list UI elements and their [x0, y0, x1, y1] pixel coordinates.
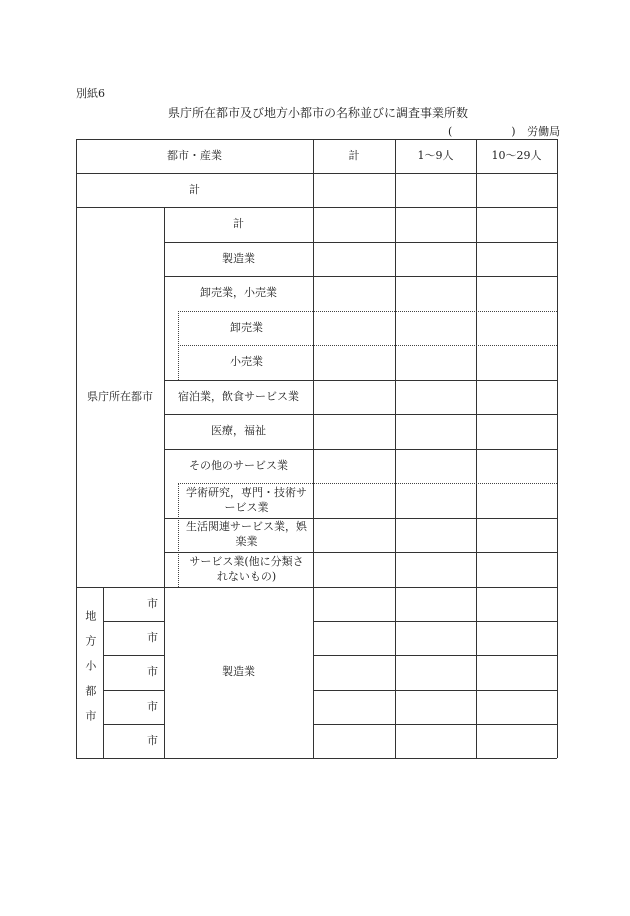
- page-title: 県庁所在都市及び地方小都市の名称並びに調査事業所数: [168, 106, 469, 120]
- count-cell[interactable]: [314, 691, 394, 723]
- count-cell[interactable]: [396, 553, 475, 586]
- count-cell[interactable]: [314, 243, 394, 275]
- count-cell[interactable]: [396, 277, 475, 310]
- count-cell[interactable]: [396, 725, 475, 757]
- city-suffix-label: 市: [147, 699, 158, 713]
- count-cell[interactable]: [396, 243, 475, 275]
- industry-label: 宿泊業，飲食サービス業: [178, 389, 299, 403]
- count-cell[interactable]: [477, 691, 556, 723]
- count-cell[interactable]: [477, 346, 556, 379]
- count-cell[interactable]: [314, 381, 394, 413]
- column-header: 都市・産業: [167, 148, 222, 162]
- industry-label: 卸売業，小売業: [200, 286, 277, 300]
- count-cell[interactable]: [396, 450, 475, 482]
- annex-label: 別紙6: [76, 87, 105, 100]
- local-industry-label: 製造業: [222, 665, 255, 679]
- industry-label: 医療，福祉: [211, 424, 266, 438]
- table-rule: [178, 483, 179, 587]
- count-cell[interactable]: [314, 174, 394, 206]
- count-cell[interactable]: [396, 519, 475, 551]
- count-cell[interactable]: [477, 484, 556, 517]
- count-cell[interactable]: [314, 656, 394, 689]
- industry-label: 生活関連サービス業，娯楽業: [186, 520, 307, 548]
- count-cell[interactable]: [396, 588, 475, 620]
- count-cell[interactable]: [396, 622, 475, 654]
- count-cell[interactable]: [314, 415, 394, 448]
- count-cell[interactable]: [477, 174, 556, 206]
- industry-label: 計: [233, 217, 244, 231]
- bureau-label: 労働局: [527, 125, 561, 138]
- count-cell[interactable]: [477, 312, 556, 344]
- count-cell[interactable]: [477, 519, 556, 551]
- column-header: 計: [348, 148, 360, 162]
- count-cell[interactable]: [477, 656, 556, 689]
- count-cell[interactable]: [477, 622, 556, 654]
- count-cell[interactable]: [477, 381, 556, 413]
- city-suffix-label: 市: [147, 665, 158, 679]
- count-cell[interactable]: [314, 588, 394, 620]
- count-cell[interactable]: [314, 725, 394, 757]
- count-cell[interactable]: [314, 208, 394, 241]
- city-suffix-label: 市: [147, 630, 158, 644]
- count-cell[interactable]: [396, 656, 475, 689]
- count-cell[interactable]: [477, 415, 556, 448]
- count-cell[interactable]: [477, 450, 556, 482]
- count-cell[interactable]: [314, 553, 394, 586]
- count-cell[interactable]: [396, 346, 475, 379]
- city-suffix-label: 市: [147, 733, 158, 747]
- city-suffix-label: 市: [147, 596, 158, 610]
- count-cell[interactable]: [396, 174, 475, 206]
- count-cell[interactable]: [314, 450, 394, 482]
- count-cell[interactable]: [314, 484, 394, 517]
- table-rule: [557, 139, 558, 758]
- industry-label: 学術研究，専門・技術サービス業: [186, 485, 307, 514]
- count-cell[interactable]: [396, 312, 475, 344]
- industry-label: 小売業: [230, 355, 263, 369]
- count-cell[interactable]: [477, 553, 556, 586]
- count-cell[interactable]: [314, 312, 394, 344]
- count-cell[interactable]: [314, 346, 394, 379]
- total-row-label: 計: [189, 182, 200, 196]
- column-header: 10〜29人: [491, 148, 542, 162]
- count-cell[interactable]: [396, 484, 475, 517]
- count-cell[interactable]: [477, 588, 556, 620]
- count-cell[interactable]: [396, 208, 475, 241]
- bureau-open-paren: (: [448, 125, 453, 138]
- bureau-close-paren: ): [511, 125, 516, 138]
- industry-label: 卸売業: [230, 320, 263, 334]
- industry-label: サービス業(他に分類されないもの): [189, 554, 304, 583]
- count-cell[interactable]: [314, 519, 394, 551]
- count-cell[interactable]: [477, 243, 556, 275]
- count-cell[interactable]: [477, 208, 556, 241]
- count-cell[interactable]: [314, 622, 394, 654]
- industry-label: その他のサービス業: [189, 458, 288, 472]
- bureau-line: [448, 123, 560, 139]
- count-cell[interactable]: [477, 725, 556, 757]
- table-rule: [76, 758, 557, 759]
- count-cell[interactable]: [396, 415, 475, 448]
- local-city-label: 地方小都市: [83, 610, 97, 735]
- count-cell[interactable]: [477, 277, 556, 310]
- prefectural-city-label: 県庁所在都市: [87, 389, 153, 403]
- count-cell[interactable]: [396, 381, 475, 413]
- count-cell[interactable]: [314, 277, 394, 310]
- column-header: 1〜9人: [417, 148, 454, 162]
- industry-label: 製造業: [222, 251, 255, 265]
- count-cell[interactable]: [396, 691, 475, 723]
